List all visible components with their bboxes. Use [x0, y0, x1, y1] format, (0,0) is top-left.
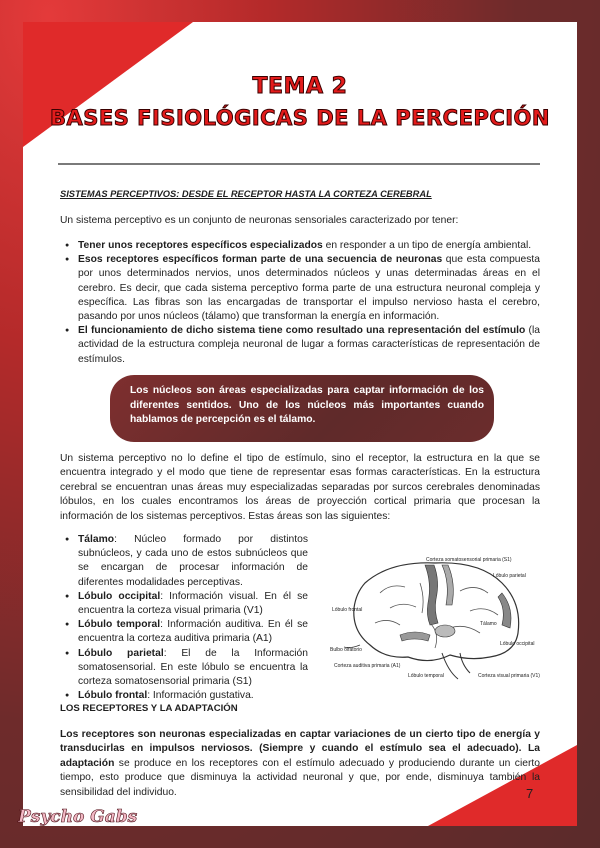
- page-number: 7: [526, 786, 534, 801]
- bullet-bold: El funcionamiento de dicho sistema tiene como resultado una representación del estímulo: [78, 325, 526, 337]
- bullet-bold: Tener unos receptores específicos especializados: [78, 240, 323, 251]
- area-desc: : Núcleo formado por distintos subnúcleos, y cada uno de estos subnúcleos que se encargan de procesar información de diferentes modalidades perceptivas.: [78, 534, 308, 588]
- area-name: Lóbulo occipital: [78, 590, 161, 602]
- label-a1: Corteza auditiva primaria (A1): [334, 663, 401, 669]
- bullet-list-receptores: [62, 239, 540, 367]
- list-item: [62, 533, 308, 590]
- signature-logo: Psycho Gabs: [18, 807, 138, 827]
- adaptacion-text: se produce en los receptores con el estímulo adecuado y produciendo durante un cierto tiempo, esto produce que disminuya la actividad neuronal y que, por ende, disminuya también la sensibilidad del individuo.: [60, 757, 540, 798]
- bullet-text: que esta compuesta por unos determinados nervios, unos determinados núcleos y unas determinadas áreas en el cerebro. Es decir, que cada sistema perceptivo forma parte de una estructura neuronal compleja y específica. Las fibras son las encargadas de transportar el impulso nervioso hasta el cerebro, pasando por unos núcleos (tálamo) que transforman la energía en información.: [78, 254, 540, 323]
- areas-list: [62, 533, 308, 703]
- label-temporal: Lóbulo temporal: [408, 673, 444, 679]
- label-talamo: Tálamo: [480, 621, 497, 627]
- label-parietal: Lóbulo parietal: [493, 573, 526, 579]
- divider: [58, 163, 540, 165]
- intro-text: Un sistema perceptivo es un conjunto de neuronas sensoriales caracterizado por tener:: [60, 215, 459, 226]
- paragraph-sistema-perceptivo: Un sistema perceptivo no lo define el tipo de estímulo, sino el receptor, la estructura en la que se encuentra integrado y el modo que tiene de representar esas formas características. En la estructura cerebral se encuentran unas áreas muy especializadas separadas por surcos cerebrales denominadas lóbulos, en los cuales encontramos los áreas de proyección cortical primaria que procesan la información de los sistemas perceptivos. Estas áreas son las siguientes:: [60, 453, 540, 522]
- area-desc: : El de la Información somatosensorial. En este lóbulo se encuentra la corteza somatosensorial primaria (S1): [78, 647, 308, 688]
- paragraph-receptores: [60, 728, 540, 800]
- receptores-text: Los receptores son neuronas especializadas en captar variaciones de un cierto tipo de energía y transducirlas en impulsos nerviosos. (Siempre y cuando el estímulo sea el adecuado).: [60, 729, 540, 755]
- list-item: [62, 324, 540, 367]
- section-heading-sistemas: SISTEMAS PERCEPTIVOS: DESDE EL RECEPTOR HASTA LA CORTEZA CEREBRAL: [60, 189, 432, 199]
- area-name: Lóbulo temporal: [78, 619, 161, 631]
- title-line-1: TEMA 2: [252, 74, 348, 99]
- area-name: Tálamo: [78, 534, 115, 545]
- adaptacion-lead: La: [521, 743, 540, 755]
- area-desc: : Información gustativa.: [147, 690, 254, 702]
- list-item: [62, 239, 540, 253]
- area-name: Lóbulo parietal: [78, 647, 164, 659]
- area-desc: : Información auditiva. En él se encuentra la corteza auditiva primaria (A1): [78, 619, 308, 645]
- label-frontal: Lóbulo frontal: [332, 607, 363, 613]
- adaptacion-term: adaptación: [60, 757, 115, 769]
- title-line-2: BASES FISIOLÓGICAS DE LA PERCEPCIÓN: [50, 106, 550, 130]
- bullet-text: (la actividad de la estructura compleja neuronal de lugar a formas características de representación de estímulos.: [78, 325, 540, 365]
- label-occipital: Lóbulo occipital: [500, 641, 535, 647]
- label-v1: Corteza visual primaria (V1): [478, 673, 540, 679]
- label-olfatorio: Bulbo olfatorio: [330, 647, 362, 653]
- list-item: [62, 618, 308, 646]
- section-heading-receptores: LOS RECEPTORES Y LA ADAPTACIÓN: [60, 703, 238, 714]
- list-item: [62, 647, 308, 690]
- list-item: [62, 590, 308, 618]
- list-item: [62, 253, 540, 324]
- label-s1: Corteza somatosensorial primaria (S1): [426, 557, 512, 563]
- bullet-bold: Esos receptores específicos forman parte de una secuencia de neuronas: [78, 254, 443, 266]
- area-desc: : Información visual. En él se encuentra la corteza visual primaria (V1): [78, 590, 308, 617]
- callout-text: Los núcleos son áreas especializadas para captar información de los diferentes sentidos. Uno de los núcleos más importantes cuando hablamos de percepción es el tálamo.: [130, 385, 484, 426]
- area-name: Lóbulo frontal: [78, 690, 148, 702]
- brain-diagram: [330, 553, 540, 687]
- bullet-text: en responder a un tipo de energía ambiental.: [322, 240, 532, 251]
